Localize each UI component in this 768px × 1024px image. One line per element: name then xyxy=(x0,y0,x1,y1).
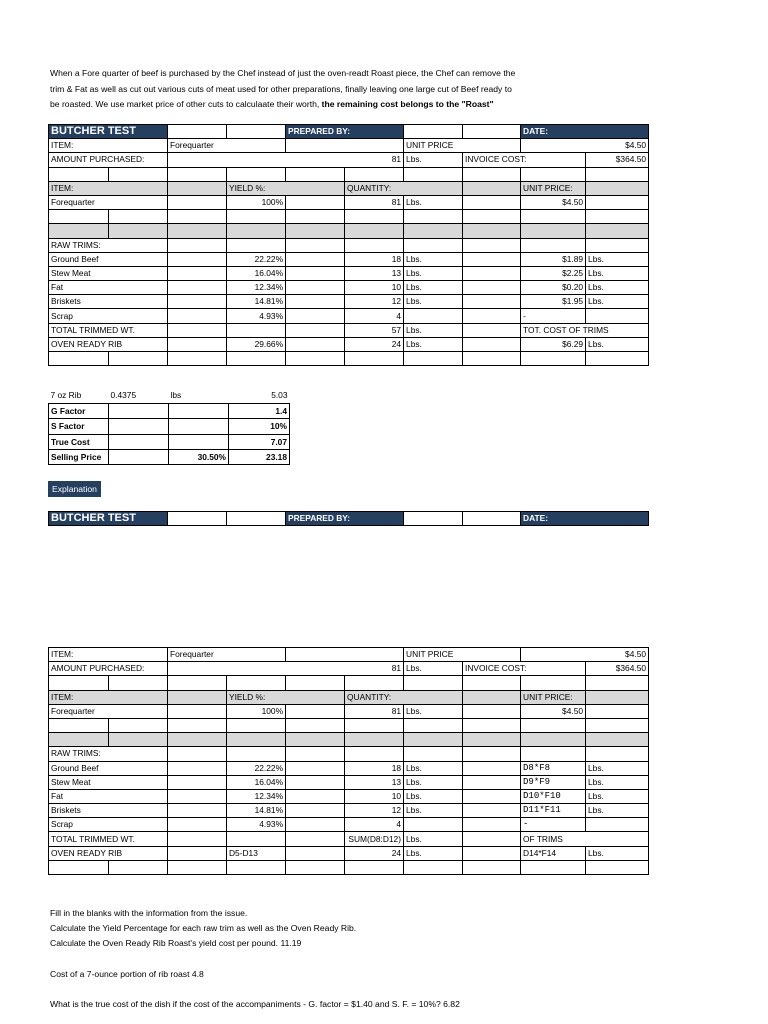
oven-ready-price[interactable]: $6.29 xyxy=(521,337,586,351)
portion-cost-table xyxy=(48,388,290,465)
trim-yield[interactable]: 16.04% xyxy=(227,266,286,280)
trim-name: Ground Beef xyxy=(49,761,168,775)
butcher-test-title-2: BUTCHER TEST xyxy=(49,512,168,526)
rib-lbs-unit: lbs xyxy=(170,390,182,401)
tot-cost-trims-label: TOT. COST OF TRIMS xyxy=(521,323,649,337)
trim-name: Briskets xyxy=(49,804,168,818)
trim-yield[interactable]: 4.93% xyxy=(227,309,286,323)
oven-ready-price-formula[interactable]: D14*F14 xyxy=(521,846,586,860)
trim-unit-2: Lbs. xyxy=(586,789,649,803)
quantity-col-header: QUANTITY: xyxy=(345,181,463,195)
unit-price-col-header-2: UNIT PRICE: xyxy=(521,690,586,704)
trim-qty[interactable]: 10 xyxy=(345,789,404,803)
trim-unit xyxy=(404,818,463,832)
unit-price-value-2[interactable]: $4.50 xyxy=(521,648,649,662)
instruction-notes xyxy=(50,906,460,1012)
note-line: Fill in the blanks with the information from the issue. xyxy=(50,908,248,918)
trim-name: Stew Meat xyxy=(49,266,168,280)
item-value-2[interactable]: Forequarter xyxy=(168,648,286,662)
forequarter-price[interactable]: $4.50 xyxy=(521,195,586,209)
total-trimmed-unit: Lbs. xyxy=(404,323,463,337)
trim-price[interactable]: $1.89 xyxy=(521,252,586,266)
trim-yield[interactable]: 14.81% xyxy=(227,295,286,309)
invoice-cost-value[interactable]: $364.50 xyxy=(586,153,649,167)
calc-pct: 30.50% xyxy=(169,450,229,465)
trim-qty[interactable]: 13 xyxy=(345,775,404,789)
trim-price[interactable]: $0.20 xyxy=(521,281,586,295)
calc-label: G Factor xyxy=(49,403,109,418)
calc-label: Selling Price xyxy=(49,450,109,465)
oven-ready-qty[interactable]: 24 xyxy=(345,337,404,351)
trim-qty[interactable]: 4 xyxy=(345,818,404,832)
trim-unit: Lbs. xyxy=(404,761,463,775)
oven-ready-label-2: OVEN READY RIB xyxy=(49,846,168,860)
trim-name: Stew Meat xyxy=(49,775,168,789)
invoice-cost-value-2[interactable]: $364.50 xyxy=(586,662,649,676)
amount-unit-2: Lbs. xyxy=(404,662,463,676)
trim-unit-2: Lbs. xyxy=(586,804,649,818)
butcher-test-header-2 xyxy=(48,511,649,526)
trim-price[interactable]: $2.25 xyxy=(521,266,586,280)
calc-value[interactable]: 23.18 xyxy=(229,450,290,465)
table-row xyxy=(49,281,649,295)
trim-price[interactable]: $1.95 xyxy=(521,295,586,309)
calc-value[interactable]: 10% xyxy=(229,419,290,434)
note-line xyxy=(50,982,460,997)
prepared-by-cell[interactable] xyxy=(404,125,463,139)
oven-ready-yield[interactable]: 29.66% xyxy=(227,337,286,351)
trim-unit: Lbs. xyxy=(404,775,463,789)
table-row xyxy=(49,295,649,309)
oven-ready-yield-formula[interactable]: D5-D13 xyxy=(227,846,286,860)
trim-unit: Lbs. xyxy=(404,804,463,818)
oven-ready-label: OVEN READY RIB xyxy=(49,337,168,351)
forequarter-yield-2[interactable]: 100% xyxy=(227,704,286,718)
table-row xyxy=(49,252,649,266)
rib-portion-cost: 5.03 xyxy=(271,390,288,401)
of-trims-label: OF TRIMS xyxy=(521,832,649,846)
trim-unit: Lbs. xyxy=(404,789,463,803)
trim-qty[interactable]: 12 xyxy=(345,295,404,309)
table-row xyxy=(49,309,649,323)
oven-ready-qty-2[interactable]: 24 xyxy=(345,846,404,860)
yield-col-header: YIELD %: xyxy=(227,181,345,195)
intro-line-3-bold: the remaining cost belongs to the "Roast" xyxy=(321,99,494,109)
prepared-by-label-2: PREPARED BY: xyxy=(286,512,404,526)
trim-yield[interactable]: 16.04% xyxy=(227,775,286,789)
trim-name: Briskets xyxy=(49,295,168,309)
trim-unit: Lbs. xyxy=(404,295,463,309)
trim-formula[interactable]: D8*F8 xyxy=(521,761,586,775)
trim-yield[interactable]: 22.22% xyxy=(227,761,286,775)
trim-name: Fat xyxy=(49,281,168,295)
unit-price-label: UNIT PRICE xyxy=(404,139,521,153)
trim-name: Ground Beef xyxy=(49,252,168,266)
trim-yield[interactable]: 12.34% xyxy=(227,789,286,803)
trim-unit-2 xyxy=(586,818,649,832)
prepared-by-cell-2[interactable] xyxy=(404,512,463,526)
forequarter-qty[interactable]: 81 xyxy=(345,195,404,209)
note-line: Cost of a 7-ounce portion of rib roast 4.8 xyxy=(50,968,204,979)
total-trimmed-unit-2: Lbs. xyxy=(404,832,463,846)
forequarter-qty-unit-2: Lbs. xyxy=(404,704,463,718)
note-line xyxy=(50,952,460,967)
table-row xyxy=(49,450,290,465)
trim-unit-2 xyxy=(586,309,649,323)
trim-unit: Lbs. xyxy=(404,266,463,280)
oven-ready-price-unit: Lbs. xyxy=(586,337,649,351)
raw-trims-label-2: RAW TRIMS: xyxy=(49,747,168,761)
forequarter-price-2[interactable]: $4.50 xyxy=(521,704,586,718)
item-col-header: ITEM: xyxy=(49,181,168,195)
table-row xyxy=(49,403,290,418)
explanation-badge: Explanation xyxy=(48,481,101,497)
prepared-by-label: PREPARED BY: xyxy=(286,125,404,139)
date-label-2: DATE: xyxy=(521,512,649,526)
trim-price[interactable]: - xyxy=(521,309,586,323)
trim-qty[interactable]: 18 xyxy=(345,761,404,775)
amount-unit: Lbs. xyxy=(404,153,463,167)
item-value[interactable]: Forequarter xyxy=(168,139,286,153)
trim-formula[interactable]: D9*F9 xyxy=(521,775,586,789)
trim-unit-2: Lbs. xyxy=(586,295,649,309)
invoice-cost-label-2: INVOICE COST: xyxy=(463,662,586,676)
yield-col-header-2: YIELD %: xyxy=(227,690,345,704)
amount-purchased-value[interactable]: 81 xyxy=(168,153,404,167)
trim-unit-2: Lbs. xyxy=(586,761,649,775)
total-trimmed-qty[interactable]: 57 xyxy=(345,323,404,337)
table-row xyxy=(49,818,649,832)
unit-price-label-2: UNIT PRICE xyxy=(404,648,521,662)
calc-pct xyxy=(169,434,229,449)
oven-ready-unit-2: Lbs. xyxy=(404,846,463,860)
note-line: Calculate the Yield Percentage for each raw trim as well as the Oven Ready Rib. xyxy=(50,923,357,934)
trim-unit: Lbs. xyxy=(404,281,463,295)
trim-formula[interactable]: D10*F10 xyxy=(521,789,586,803)
forequarter-qty-2[interactable]: 81 xyxy=(345,704,404,718)
intro-line-2: trim & Fat as well as cut out various cuts of meat used for other preparations, finally leaving one large cut of Beef ready to xyxy=(50,83,512,94)
quantity-col-header-2: QUANTITY: xyxy=(345,690,463,704)
calc-pct xyxy=(169,419,229,434)
total-trimmed-label: TOTAL TRIMMED WT. xyxy=(49,323,168,337)
intro-line-3-plain: be roasted. We use market price of other cuts to calculaate their worth, xyxy=(50,99,322,109)
table-row xyxy=(49,775,649,789)
date-label: DATE: xyxy=(521,125,649,139)
raw-trims-label: RAW TRIMS: xyxy=(49,238,168,252)
table-row xyxy=(49,434,290,449)
amount-purchased-label-2: AMOUNT PURCHASED: xyxy=(49,662,168,676)
amount-purchased-value-2[interactable]: 81 xyxy=(168,662,404,676)
invoice-cost-label: INVOICE COST: xyxy=(463,153,586,167)
forequarter-qty-unit: Lbs. xyxy=(404,195,463,209)
table-row xyxy=(49,419,290,434)
trim-name: Scrap xyxy=(49,818,168,832)
note-line: What is the true cost of the dish if the cost of the accompaniments - G. factor = $1.40 and S. F. = 10%? 6.82 xyxy=(50,999,460,1010)
calc-pct xyxy=(169,403,229,418)
calc-value[interactable]: 1.4 xyxy=(229,403,290,418)
trim-formula[interactable]: D11*F11 xyxy=(521,804,586,818)
item-label: ITEM: xyxy=(49,139,168,153)
butcher-test-table-2 xyxy=(48,647,649,875)
trim-unit-2: Lbs. xyxy=(586,281,649,295)
trim-yield[interactable]: 14.81% xyxy=(227,804,286,818)
trim-name: Fat xyxy=(49,789,168,803)
item-col-header-2: ITEM: xyxy=(49,690,168,704)
total-trimmed-label-2: TOTAL TRIMMED WT. xyxy=(49,832,168,846)
trim-qty[interactable]: 10 xyxy=(345,281,404,295)
total-trimmed-formula[interactable]: SUM(D8:D12) xyxy=(345,832,404,846)
trim-name: Scrap xyxy=(49,309,168,323)
trim-unit-2: Lbs. xyxy=(586,252,649,266)
trim-qty[interactable]: 18 xyxy=(345,252,404,266)
trim-unit-2: Lbs. xyxy=(586,266,649,280)
trim-unit: Lbs. xyxy=(404,252,463,266)
oven-ready-unit: Lbs. xyxy=(404,337,463,351)
unit-price-col-header: UNIT PRICE: xyxy=(521,181,586,195)
butcher-test-title: BUTCHER TEST xyxy=(49,125,168,139)
rib-portion-lbs: 0.4375 xyxy=(110,390,137,401)
trim-yield[interactable]: 4.93% xyxy=(227,818,286,832)
table-row xyxy=(49,804,649,818)
trim-unit xyxy=(404,309,463,323)
butcher-test-table-1 xyxy=(48,124,649,366)
trim-formula[interactable]: - xyxy=(521,818,586,832)
rib-portion-label: 7 oz Rib xyxy=(50,390,82,401)
note-line: Calculate the Oven Ready Rib Roast's yield cost per pound. 11.19 xyxy=(50,938,302,949)
trim-qty[interactable]: 13 xyxy=(345,266,404,280)
forequarter-label-2: Forequarter xyxy=(49,704,168,718)
trim-yield[interactable]: 22.22% xyxy=(227,252,286,266)
oven-ready-price-unit-2: Lbs. xyxy=(586,846,649,860)
intro-line-3 xyxy=(50,97,595,113)
intro-line-1: When a Fore quarter of beef is purchased by the Chef instead of just the oven-readt Roast piece, the Chef can remove the xyxy=(50,68,516,78)
table-row xyxy=(49,789,649,803)
forequarter-label: Forequarter xyxy=(49,195,168,209)
unit-price-value[interactable]: $4.50 xyxy=(521,139,649,153)
amount-purchased-label: AMOUNT PURCHASED: xyxy=(49,153,168,167)
intro-text xyxy=(50,66,595,113)
table-row xyxy=(49,761,649,775)
forequarter-yield[interactable]: 100% xyxy=(227,195,286,209)
calc-label: S Factor xyxy=(49,419,109,434)
table-row xyxy=(49,266,649,280)
calc-label: True Cost xyxy=(49,434,109,449)
trim-qty[interactable]: 4 xyxy=(345,309,404,323)
trim-yield[interactable]: 12.34% xyxy=(227,281,286,295)
trim-unit-2: Lbs. xyxy=(586,775,649,789)
calc-value[interactable]: 7.07 xyxy=(229,434,290,449)
item-label-2: ITEM: xyxy=(49,648,168,662)
trim-qty[interactable]: 12 xyxy=(345,804,404,818)
